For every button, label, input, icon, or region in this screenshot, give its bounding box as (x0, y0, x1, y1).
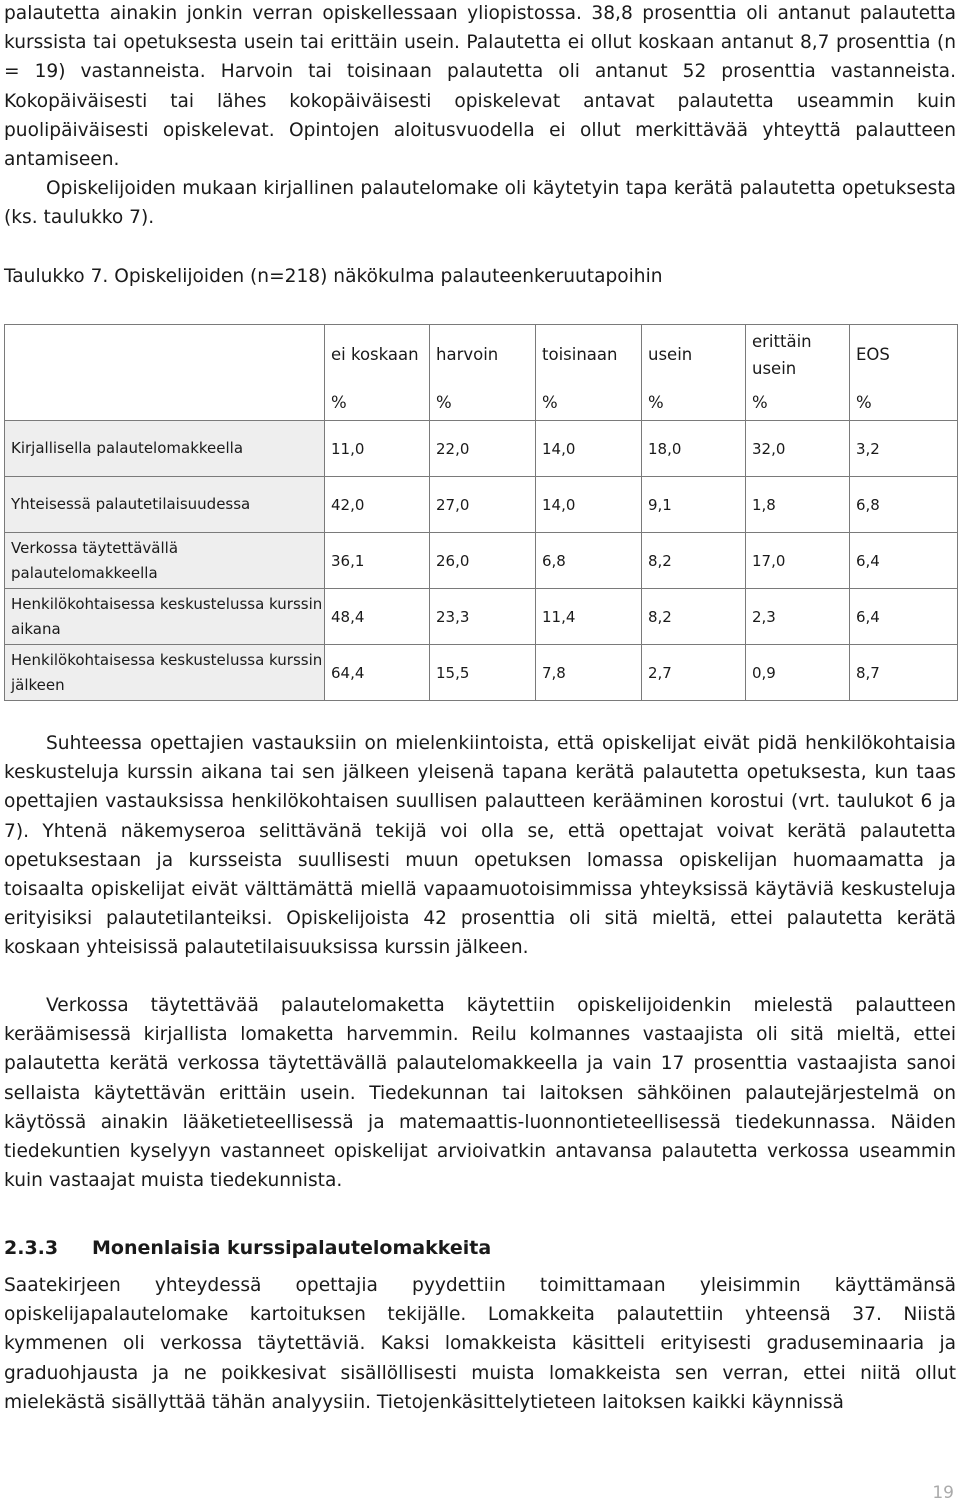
table-cell: 18,0 (642, 421, 746, 477)
table-cell: 6,8 (536, 533, 642, 589)
row-label: Yhteisessä palautetilaisuudessa (5, 477, 325, 533)
body-paragraph-2: Verkossa täytettävää palautelomaketta käytettiin opiskelijoidenkin mielestä palautteen keräämisessä kirjallista lomaketta harvemmin. Reilu kolmannes vastaajista oli sitä mieltä, ettei palautetta kerätä verkossa täytettävällä palautelomakkeella ja vain 17 prosenttia vastaajista sanoi sellaista käytettävän erittäin usein. Tiedekunnan tai laitoksen sähköinen palautejärjestelmä on käytössä ainakin lääketieteellisessä ja matemaattis-luonnontieteellisessä tiedekunnassa. Näiden tiedekuntien kyselyyn vastanneet opiskelijat arvioivatkin antavansa palautetta verkossa useammin kuin vastaajat muista tiedekunnista. (4, 995, 956, 1192)
unit-cell: % (430, 385, 536, 421)
table-cell: 15,5 (430, 645, 536, 701)
table-cell: 26,0 (430, 533, 536, 589)
table-cell: 6,4 (850, 533, 958, 589)
table-cell: 14,0 (536, 421, 642, 477)
table-cell: 64,4 (325, 645, 430, 701)
row-label: Verkossa täytettävällä palautelomakkeella (5, 533, 325, 589)
intro-paragraph: palautetta ainakin jonkin verran opiskellessaan yliopistossa. 38,8 prosenttia oli antanut palautetta kurssista tai opetuksesta usein tai erittäin usein. Palautetta ei ollut koskaan antanut 8,7 prosenttia (n = 19) vastanneista. Harvoin tai toisinaan palautetta oli antanut 52 prosenttia vastanneista. Kokopäiväisesti tai lähes kokopäiväisesti opiskelevat antavat palautetta useammin kuin puolipäiväisesti opiskelevat. Opintojen aloitusvuodella ei ollut merkittävää yhteyttä palautteen antamiseen. (4, 3, 956, 171)
table-cell: 14,0 (536, 477, 642, 533)
row-label: Henkilökohtaisessa keskustelussa kurssin jälkeen (5, 645, 325, 701)
table-cell: 3,2 (850, 421, 958, 477)
row-label: Kirjallisella palautelomakkeella (5, 421, 325, 477)
table-cell: 2,3 (746, 589, 850, 645)
unit-cell: % (746, 385, 850, 421)
table-cell: 11,4 (536, 589, 642, 645)
table-cell: 8,7 (850, 645, 958, 701)
table-cell: 32,0 (746, 421, 850, 477)
column-header: usein (642, 325, 746, 385)
column-header: harvoin (430, 325, 536, 385)
table-cell: 11,0 (325, 421, 430, 477)
table-cell: 48,4 (325, 589, 430, 645)
table-cell: 42,0 (325, 477, 430, 533)
unit-cell: % (325, 385, 430, 421)
table-cell: 36,1 (325, 533, 430, 589)
unit-cell: % (642, 385, 746, 421)
unit-cell: % (850, 385, 958, 421)
section-title: Monenlaisia kurssipalautelomakkeita (92, 1237, 492, 1259)
table-cell: 6,8 (850, 477, 958, 533)
table-row (5, 589, 958, 645)
section-number: 2.3.3 (4, 1237, 59, 1259)
table-cell: 2,7 (642, 645, 746, 701)
table-cell: 0,9 (746, 645, 850, 701)
body-paragraph-1: Suhteessa opettajien vastauksiin on mielenkiintoista, että opiskelijat eivät pidä henkilökohtaisia keskusteluja kurssin aikana tai sen jälkeen yleisenä tapana kerätä palautetta opetuksesta, kun taas opettajien vastauksissa henkilökohtaisen suullisen palautteen kerääminen korostui (vrt. taulukot 6 ja 7). Yhtenä näkemyseroa selittävänä tekijä voi olla se, että opettajat voivat kerätä palautetta opetuksestaan ja kursseista suullisesti muun opetuksen lomassa opiskelijan huomaamatta ja toisaalta opiskelijat eivät välttämättä miellä vapaamuotoisimmissa yhteyksissä käytäviä keskusteluja erityisiksi palautetilanteiksi. Opiskelijoista 42 prosenttia oli sitä mieltä, ettei palautetta kerätä koskaan yhteisissä palautetilaisuuksissa kurssin jälkeen. (4, 733, 956, 959)
table-cell: 8,2 (642, 589, 746, 645)
page-number: 19 (932, 1483, 954, 1503)
column-header: ei koskaan (325, 325, 430, 385)
column-header: EOS (850, 325, 958, 385)
table-row (5, 421, 958, 477)
table-row (5, 533, 958, 589)
table-row (5, 477, 958, 533)
table-cell: 9,1 (642, 477, 746, 533)
column-header: toisinaan (536, 325, 642, 385)
table-corner-cell (5, 325, 325, 421)
section-paragraph: Saatekirjeen yhteydessä opettajia pyydettiin toimittamaan yleisimmin käyttämänsä opiskelijapalautelomake kartoituksen tekijälle. Lomakkeita palautettiin yhteensä 37. Niistä kymmenen oli verkossa täytettäviä. Kaksi lomakkeista käsitteli erityisesti graduseminaaria ja graduohjausta ja ne poikkesivat sisällöllisesti muista lomakkeista sen verran, ettei niitä ollut mielekästä sisällyttää tähän analyysiin. Tietojenkäsittelytieteen laitoksen kaikki käynnissä (4, 1275, 956, 1413)
intro-paragraph-2: Opiskelijoiden mukaan kirjallinen palautelomake oli käytetyin tapa kerätä palautetta opetuksesta (ks. taulukko 7). (4, 178, 956, 229)
row-label: Henkilökohtaisessa keskustelussa kurssin aikana (5, 589, 325, 645)
table-header-row (5, 325, 958, 385)
table-cell: 17,0 (746, 533, 850, 589)
table-cell: 1,8 (746, 477, 850, 533)
table-row (5, 645, 958, 701)
table-cell: 6,4 (850, 589, 958, 645)
column-header: erittäin usein (746, 325, 850, 385)
table-cell: 8,2 (642, 533, 746, 589)
table-cell: 27,0 (430, 477, 536, 533)
unit-cell: % (536, 385, 642, 421)
table-caption: Taulukko 7. Opiskelijoiden (n=218) näkökulma palauteenkeruutapoihin (4, 266, 663, 287)
table-cell: 7,8 (536, 645, 642, 701)
table-cell: 23,3 (430, 589, 536, 645)
feedback-table (4, 324, 958, 701)
table-cell: 22,0 (430, 421, 536, 477)
section-heading (4, 1233, 956, 1263)
